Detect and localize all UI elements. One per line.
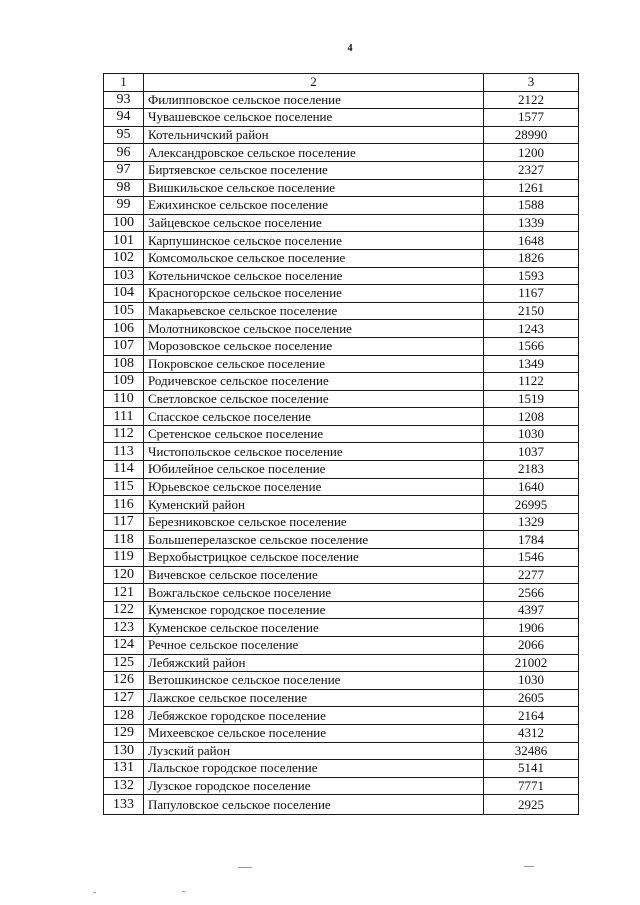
table-row bbox=[104, 689, 579, 707]
value-cell: 1546 bbox=[484, 549, 579, 567]
row-number-cell: 118 bbox=[104, 531, 144, 549]
settlement-name-cell: Ежихинское сельское поселение bbox=[144, 197, 484, 215]
table-row bbox=[104, 795, 579, 815]
value-cell: 2122 bbox=[484, 91, 579, 109]
settlement-name-cell: Куменский район bbox=[144, 496, 484, 514]
value-cell: 2605 bbox=[484, 689, 579, 707]
table-header-row bbox=[104, 74, 579, 92]
data-table bbox=[103, 73, 579, 815]
row-number-cell: 99 bbox=[104, 197, 144, 215]
table-row bbox=[104, 249, 579, 267]
table-body bbox=[104, 91, 579, 815]
table-row bbox=[104, 707, 579, 725]
row-number-cell: 129 bbox=[104, 724, 144, 742]
value-cell: 1577 bbox=[484, 109, 579, 127]
table-row bbox=[104, 373, 579, 391]
settlement-name-cell: Морозовское сельское поселение bbox=[144, 337, 484, 355]
settlement-name-cell: Папуловское сельское поселение bbox=[144, 795, 484, 815]
settlement-name-cell: Чувашевское сельское поселение bbox=[144, 109, 484, 127]
table-row bbox=[104, 637, 579, 655]
row-number-cell: 103 bbox=[104, 267, 144, 285]
row-number-cell: 125 bbox=[104, 654, 144, 672]
table-row bbox=[104, 478, 579, 496]
settlement-name-cell: Комсомольское сельское поселение bbox=[144, 249, 484, 267]
value-cell: 2925 bbox=[484, 795, 579, 815]
table-row bbox=[104, 566, 579, 584]
row-number-cell: 104 bbox=[104, 285, 144, 303]
value-cell: 2277 bbox=[484, 566, 579, 584]
value-cell: 7771 bbox=[484, 777, 579, 795]
row-number-cell: 100 bbox=[104, 214, 144, 232]
scan-speck bbox=[524, 866, 534, 867]
settlement-name-cell: Большеперелазское сельское поселение bbox=[144, 531, 484, 549]
row-number-cell: 113 bbox=[104, 443, 144, 461]
row-number-cell: 112 bbox=[104, 425, 144, 443]
row-number-cell: 133 bbox=[104, 795, 144, 815]
table-row bbox=[104, 197, 579, 215]
row-number-cell: 97 bbox=[104, 161, 144, 179]
row-number-cell: 93 bbox=[104, 91, 144, 109]
settlement-name-cell: Юрьевское сельское поселение bbox=[144, 478, 484, 496]
table-row bbox=[104, 214, 579, 232]
value-cell: 1208 bbox=[484, 408, 579, 426]
settlement-name-cell: Лебяжское городское поселение bbox=[144, 707, 484, 725]
value-cell: 1261 bbox=[484, 179, 579, 197]
settlement-name-cell: Покровское сельское поселение bbox=[144, 355, 484, 373]
table-row bbox=[104, 302, 579, 320]
value-cell: 32486 bbox=[484, 742, 579, 760]
table-row bbox=[104, 724, 579, 742]
table-row bbox=[104, 672, 579, 690]
settlement-name-cell: Куменское сельское поселение bbox=[144, 619, 484, 637]
row-number-cell: 126 bbox=[104, 672, 144, 690]
value-cell: 26995 bbox=[484, 496, 579, 514]
table-row bbox=[104, 496, 579, 514]
value-cell: 1030 bbox=[484, 425, 579, 443]
row-number-cell: 108 bbox=[104, 355, 144, 373]
table-row bbox=[104, 619, 579, 637]
row-number-cell: 101 bbox=[104, 232, 144, 250]
row-number-cell: 98 bbox=[104, 179, 144, 197]
table-row bbox=[104, 285, 579, 303]
value-cell: 1167 bbox=[484, 285, 579, 303]
row-number-cell: 127 bbox=[104, 689, 144, 707]
value-cell: 1906 bbox=[484, 619, 579, 637]
table-row bbox=[104, 531, 579, 549]
settlement-name-cell: Чистопольское сельское поселение bbox=[144, 443, 484, 461]
value-cell: 1519 bbox=[484, 390, 579, 408]
table-row bbox=[104, 443, 579, 461]
settlement-name-cell: Лальское городское поселение bbox=[144, 760, 484, 778]
value-cell: 4312 bbox=[484, 724, 579, 742]
value-cell: 4397 bbox=[484, 601, 579, 619]
row-number-cell: 123 bbox=[104, 619, 144, 637]
row-number-cell: 130 bbox=[104, 742, 144, 760]
value-cell: 1648 bbox=[484, 232, 579, 250]
row-number-cell: 119 bbox=[104, 549, 144, 567]
row-number-cell: 131 bbox=[104, 760, 144, 778]
scan-speck bbox=[182, 891, 185, 892]
settlement-name-cell: Макарьевское сельское поселение bbox=[144, 302, 484, 320]
value-cell: 1243 bbox=[484, 320, 579, 338]
settlement-name-cell: Светловское сельское поселение bbox=[144, 390, 484, 408]
value-cell: 2066 bbox=[484, 637, 579, 655]
table-row bbox=[104, 390, 579, 408]
settlement-name-cell: Лузский район bbox=[144, 742, 484, 760]
scan-speck bbox=[238, 867, 252, 868]
settlement-name-cell: Красногорское сельское поселение bbox=[144, 285, 484, 303]
column-header-name: 2 bbox=[144, 74, 484, 92]
value-cell: 1339 bbox=[484, 214, 579, 232]
settlement-name-cell: Родичевское сельское поселение bbox=[144, 373, 484, 391]
value-cell: 1037 bbox=[484, 443, 579, 461]
settlement-name-cell: Сретенское сельское поселение bbox=[144, 425, 484, 443]
row-number-cell: 116 bbox=[104, 496, 144, 514]
value-cell: 2164 bbox=[484, 707, 579, 725]
value-cell: 28990 bbox=[484, 126, 579, 144]
page-number: 4 bbox=[347, 43, 353, 54]
table-row bbox=[104, 126, 579, 144]
table-row bbox=[104, 742, 579, 760]
column-header-value: 3 bbox=[484, 74, 579, 92]
settlement-name-cell: Речное сельское поселение bbox=[144, 637, 484, 655]
settlement-name-cell: Вожгальское сельское поселение bbox=[144, 584, 484, 602]
settlement-name-cell: Юбилейное сельское поселение bbox=[144, 461, 484, 479]
table-row bbox=[104, 161, 579, 179]
row-number-cell: 109 bbox=[104, 373, 144, 391]
settlement-name-cell: Котельничский район bbox=[144, 126, 484, 144]
table-row bbox=[104, 760, 579, 778]
row-number-cell: 121 bbox=[104, 584, 144, 602]
row-number-cell: 106 bbox=[104, 320, 144, 338]
row-number-cell: 110 bbox=[104, 390, 144, 408]
table-row bbox=[104, 355, 579, 373]
value-cell: 1349 bbox=[484, 355, 579, 373]
row-number-cell: 115 bbox=[104, 478, 144, 496]
settlement-name-cell: Молотниковское сельское поселение bbox=[144, 320, 484, 338]
value-cell: 1826 bbox=[484, 249, 579, 267]
table-row bbox=[104, 549, 579, 567]
value-cell: 1640 bbox=[484, 478, 579, 496]
settlement-name-cell: Ветошкинское сельское поселение bbox=[144, 672, 484, 690]
table-row bbox=[104, 425, 579, 443]
value-cell: 2183 bbox=[484, 461, 579, 479]
row-number-cell: 111 bbox=[104, 408, 144, 426]
value-cell: 1329 bbox=[484, 513, 579, 531]
settlement-name-cell: Филипповское сельское поселение bbox=[144, 91, 484, 109]
column-header-number: 1 bbox=[104, 74, 144, 92]
value-cell: 1784 bbox=[484, 531, 579, 549]
row-number-cell: 96 bbox=[104, 144, 144, 162]
value-cell: 1566 bbox=[484, 337, 579, 355]
value-cell: 21002 bbox=[484, 654, 579, 672]
table-row bbox=[104, 91, 579, 109]
settlement-name-cell: Лажское сельское поселение bbox=[144, 689, 484, 707]
settlement-name-cell: Карпушинское сельское поселение bbox=[144, 232, 484, 250]
row-number-cell: 132 bbox=[104, 777, 144, 795]
table-row bbox=[104, 601, 579, 619]
settlement-name-cell: Котельничское сельское поселение bbox=[144, 267, 484, 285]
table-row bbox=[104, 654, 579, 672]
row-number-cell: 102 bbox=[104, 249, 144, 267]
table-row bbox=[104, 777, 579, 795]
settlement-name-cell: Михеевское сельское поселение bbox=[144, 724, 484, 742]
settlement-name-cell: Спасское сельское поселение bbox=[144, 408, 484, 426]
row-number-cell: 94 bbox=[104, 109, 144, 127]
table-row bbox=[104, 232, 579, 250]
table-row bbox=[104, 320, 579, 338]
value-cell: 1030 bbox=[484, 672, 579, 690]
settlement-name-cell: Вишкильское сельское поселение bbox=[144, 179, 484, 197]
settlement-name-cell: Александровское сельское поселение bbox=[144, 144, 484, 162]
settlement-name-cell: Вичевское сельское поселение bbox=[144, 566, 484, 584]
settlement-name-cell: Биртяевское сельское поселение bbox=[144, 161, 484, 179]
data-table-container bbox=[103, 73, 578, 815]
row-number-cell: 114 bbox=[104, 461, 144, 479]
settlement-name-cell: Березниковское сельское поселение bbox=[144, 513, 484, 531]
table-row bbox=[104, 584, 579, 602]
value-cell: 2327 bbox=[484, 161, 579, 179]
row-number-cell: 124 bbox=[104, 637, 144, 655]
row-number-cell: 107 bbox=[104, 337, 144, 355]
row-number-cell: 117 bbox=[104, 513, 144, 531]
table-row bbox=[104, 513, 579, 531]
value-cell: 1200 bbox=[484, 144, 579, 162]
table-row bbox=[104, 337, 579, 355]
value-cell: 1122 bbox=[484, 373, 579, 391]
settlement-name-cell: Лебяжский район bbox=[144, 654, 484, 672]
scan-speck bbox=[93, 892, 96, 893]
table-row bbox=[104, 144, 579, 162]
table-row bbox=[104, 179, 579, 197]
value-cell: 1593 bbox=[484, 267, 579, 285]
row-number-cell: 128 bbox=[104, 707, 144, 725]
row-number-cell: 122 bbox=[104, 601, 144, 619]
settlement-name-cell: Верхобыстрицкое сельское поселение bbox=[144, 549, 484, 567]
row-number-cell: 105 bbox=[104, 302, 144, 320]
table-row bbox=[104, 109, 579, 127]
row-number-cell: 120 bbox=[104, 566, 144, 584]
settlement-name-cell: Куменское городское поселение bbox=[144, 601, 484, 619]
value-cell: 2566 bbox=[484, 584, 579, 602]
value-cell: 2150 bbox=[484, 302, 579, 320]
settlement-name-cell: Зайцевское сельское поселение bbox=[144, 214, 484, 232]
value-cell: 1588 bbox=[484, 197, 579, 215]
table-row bbox=[104, 267, 579, 285]
settlement-name-cell: Лузское городское поселение bbox=[144, 777, 484, 795]
table-row bbox=[104, 461, 579, 479]
row-number-cell: 95 bbox=[104, 126, 144, 144]
value-cell: 5141 bbox=[484, 760, 579, 778]
table-row bbox=[104, 408, 579, 426]
